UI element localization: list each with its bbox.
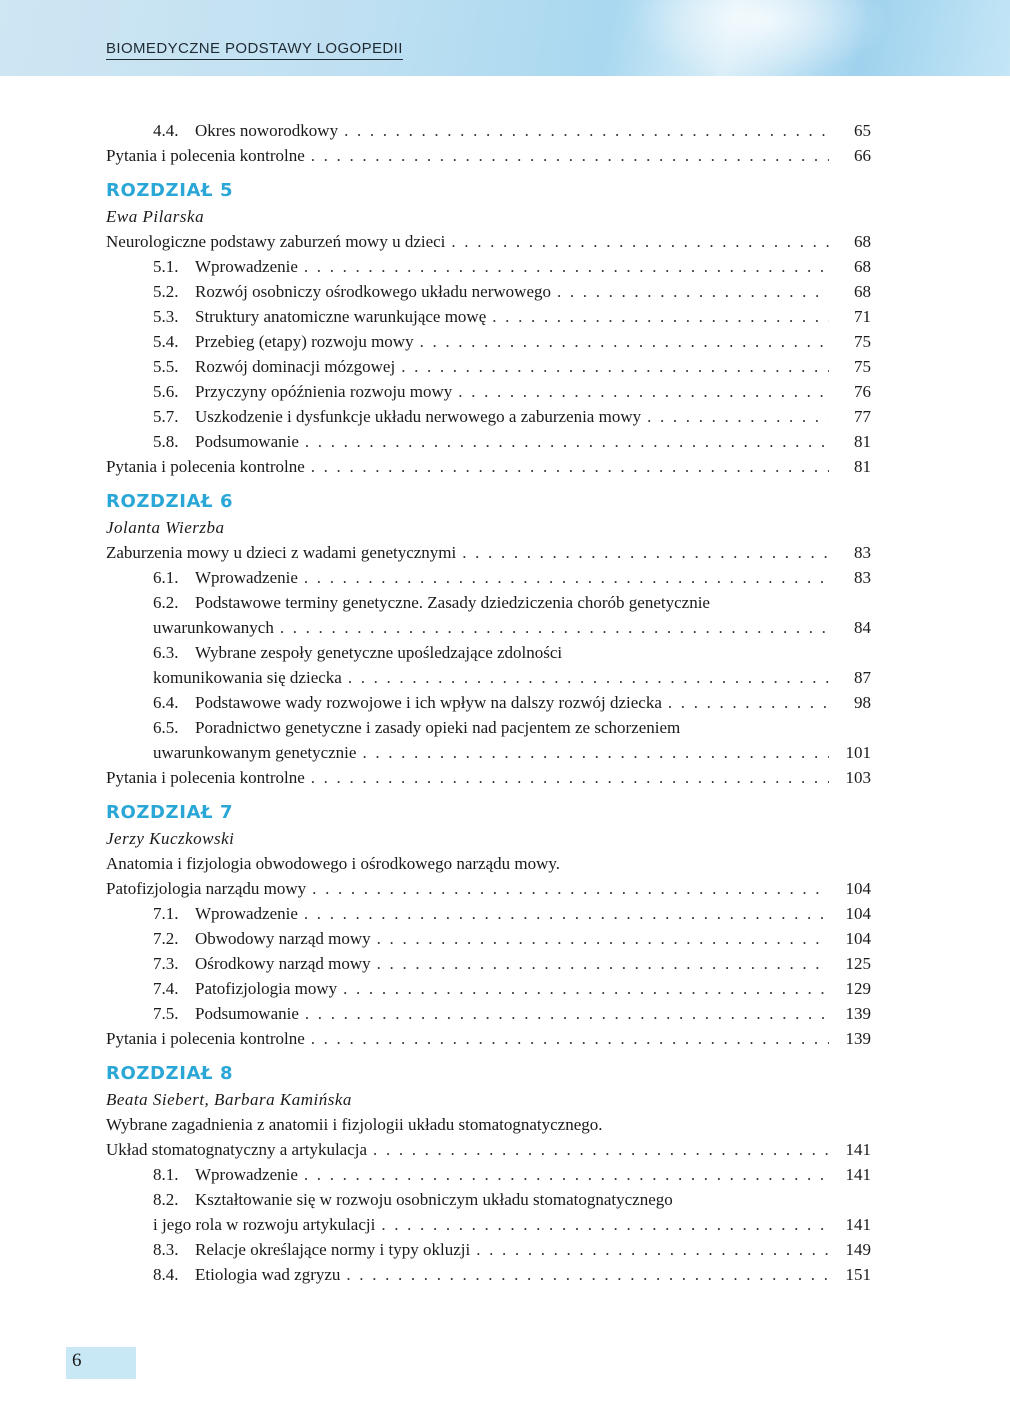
section-number: 5.3.	[153, 307, 179, 326]
dot-leader	[346, 1262, 829, 1287]
header-decoration	[630, 0, 890, 76]
toc-entry[interactable]	[106, 1237, 871, 1262]
page-number: 77	[854, 407, 871, 426]
section-title: Przyczyny opóźnienia rozwoju mowy	[195, 379, 458, 404]
section-title: Wprowadzenie	[195, 1162, 304, 1187]
page-number: 104	[845, 879, 871, 898]
toc-entry[interactable]	[106, 951, 871, 976]
section-title: Pytania i polecenia kontrolne	[106, 765, 311, 790]
section-number: 7.1.	[153, 904, 179, 923]
section-number: 5.7.	[153, 407, 179, 426]
section-number: 5.5.	[153, 357, 179, 376]
dot-leader	[311, 1026, 829, 1051]
chapter-title-entry[interactable]	[106, 1112, 871, 1137]
page-number: 104	[845, 904, 871, 923]
chapter-title-entry[interactable]	[106, 229, 871, 254]
page-number: 141	[845, 1215, 871, 1234]
toc-entry[interactable]	[106, 429, 871, 454]
section-title-continued: uwarunkowanym genetycznie	[153, 740, 362, 765]
section-title: Okres noworodkowy	[195, 118, 344, 143]
dot-leader	[348, 665, 829, 690]
toc-entry[interactable]	[106, 1262, 871, 1287]
chapter-heading: ROZDZIAŁ 6	[106, 491, 234, 512]
toc-entry[interactable]	[106, 926, 871, 951]
page-number: 149	[845, 1240, 871, 1259]
section-number: 6.4.	[153, 693, 179, 712]
page-number: 68	[854, 257, 871, 276]
section-number: 5.1.	[153, 257, 179, 276]
dot-leader	[304, 1162, 829, 1187]
page-number: 66	[854, 146, 871, 165]
page-number: 139	[845, 1029, 871, 1048]
section-number: 7.2.	[153, 929, 179, 948]
section-number: 6.2.	[153, 593, 179, 612]
page-number: 104	[845, 929, 871, 948]
page-number: 141	[845, 1165, 871, 1184]
toc-entry-continuation[interactable]	[106, 665, 871, 690]
toc-entry[interactable]	[106, 976, 871, 1001]
chapter-title-continued: Układ stomatognatyczny a artykulacja	[106, 1137, 373, 1162]
section-title: Ośrodkowy narząd mowy	[195, 951, 377, 976]
page-number: 76	[854, 382, 871, 401]
page-header	[0, 0, 1010, 76]
toc-entry-continuation[interactable]	[106, 740, 871, 765]
toc-entry[interactable]	[106, 118, 871, 143]
section-number: 6.3.	[153, 643, 179, 662]
section-number: 8.4.	[153, 1265, 179, 1284]
dot-leader	[373, 1137, 829, 1162]
chapter-title-continued: Patofizjologia narządu mowy	[106, 876, 312, 901]
section-title: Podstawowe terminy genetyczne. Zasady dziedziczenia chorób genetycznie	[195, 593, 710, 612]
section-number: 5.6.	[153, 382, 179, 401]
section-title: Pytania i polecenia kontrolne	[106, 143, 311, 168]
dot-leader	[305, 1001, 829, 1026]
section-number: 5.8.	[153, 432, 179, 451]
dot-leader	[647, 404, 829, 429]
table-of-contents	[106, 118, 871, 1287]
section-title: Patofizjologia mowy	[195, 976, 343, 1001]
section-number: 8.2.	[153, 1190, 179, 1209]
chapter-author: Beata Siebert, Barbara Kamińska	[106, 1090, 352, 1109]
toc-entry-questions[interactable]	[106, 765, 871, 790]
page-number: 83	[854, 543, 871, 562]
toc-entry[interactable]	[106, 304, 871, 329]
section-title-continued: komunikowania się dziecka	[153, 665, 348, 690]
toc-entry[interactable]	[106, 279, 871, 304]
page-number: 141	[845, 1140, 871, 1159]
section-title: Uszkodzenie i dysfunkcje układu nerwowego a zaburzenia mowy	[195, 404, 647, 429]
chapter-title-entry-continuation[interactable]	[106, 1137, 871, 1162]
chapter-heading: ROZDZIAŁ 7	[106, 802, 234, 823]
toc-entry[interactable]	[106, 354, 871, 379]
toc-entry[interactable]	[106, 715, 871, 740]
chapter-author: Jolanta Wierzba	[106, 518, 225, 537]
page-number: 87	[854, 668, 871, 687]
dot-leader	[280, 615, 829, 640]
section-title: Podsumowanie	[195, 1001, 305, 1026]
chapter-heading: ROZDZIAŁ 5	[106, 180, 234, 201]
section-title: Poradnictwo genetyczne i zasady opieki nad pacjentem ze schorzeniem	[195, 718, 681, 737]
page-number: 151	[845, 1265, 871, 1284]
chapter-title-entry[interactable]	[106, 851, 871, 876]
dot-leader	[401, 354, 829, 379]
section-number: 6.5.	[153, 718, 179, 737]
section-number: 7.4.	[153, 979, 179, 998]
section-title: Etiologia wad zgryzu	[195, 1262, 346, 1287]
section-title: Pytania i polecenia kontrolne	[106, 1026, 311, 1051]
dot-leader	[557, 279, 829, 304]
chapter-title-entry[interactable]	[106, 540, 871, 565]
toc-entry-continuation[interactable]	[106, 615, 871, 640]
section-number: 8.3.	[153, 1240, 179, 1259]
section-title-continued: uwarunkowanych	[153, 615, 280, 640]
toc-entry[interactable]	[106, 1187, 871, 1212]
dot-leader	[377, 926, 829, 951]
toc-entry-questions[interactable]	[106, 1026, 871, 1051]
section-title: Przebieg (etapy) rozwoju mowy	[195, 329, 420, 354]
toc-entry[interactable]	[106, 590, 871, 615]
page-number: 125	[845, 954, 871, 973]
chapter-author: Ewa Pilarska	[106, 207, 205, 226]
section-number: 5.4.	[153, 332, 179, 351]
toc-entry-continuation[interactable]	[106, 1212, 871, 1237]
section-title: Pytania i polecenia kontrolne	[106, 454, 311, 479]
section-title-continued: i jego rola w rozwoju artykulacji	[153, 1212, 381, 1237]
section-title: Wprowadzenie	[195, 565, 304, 590]
dot-leader	[668, 690, 829, 715]
section-number: 6.1.	[153, 568, 179, 587]
page-number: 81	[854, 457, 871, 476]
dot-leader	[305, 429, 829, 454]
dot-leader	[312, 876, 829, 901]
page-number: 71	[854, 307, 871, 326]
page-number: 129	[845, 979, 871, 998]
chapter-title: Wybrane zagadnienia z anatomii i fizjologii układu stomatognatycznego.	[106, 1115, 603, 1134]
section-title: Wprowadzenie	[195, 901, 304, 926]
section-title: Wprowadzenie	[195, 254, 304, 279]
chapter-heading: ROZDZIAŁ 8	[106, 1063, 234, 1084]
chapter-title: Anatomia i fizjologia obwodowego i ośrodkowego narządu mowy.	[106, 854, 561, 873]
chapter-title: Zaburzenia mowy u dzieci z wadami genetycznymi	[106, 540, 462, 565]
page-number: 83	[854, 568, 871, 587]
dot-leader	[451, 229, 829, 254]
section-number: 8.1.	[153, 1165, 179, 1184]
toc-entry[interactable]	[106, 901, 871, 926]
toc-entry-questions[interactable]	[106, 454, 871, 479]
section-number: 7.3.	[153, 954, 179, 973]
section-number: 7.5.	[153, 1004, 179, 1023]
chapter-title-entry-continuation[interactable]	[106, 876, 871, 901]
toc-entry[interactable]	[106, 565, 871, 590]
dot-leader	[343, 976, 829, 1001]
page-number: 68	[854, 232, 871, 251]
dot-leader	[304, 901, 829, 926]
chapter-title: Neurologiczne podstawy zaburzeń mowy u dzieci	[106, 229, 451, 254]
dot-leader	[492, 304, 829, 329]
dot-leader	[304, 565, 829, 590]
footer-page-number: 6	[72, 1350, 82, 1371]
toc-entry[interactable]	[106, 379, 871, 404]
page-number: 139	[845, 1004, 871, 1023]
page-number: 75	[854, 332, 871, 351]
page-number: 103	[845, 768, 871, 787]
section-title: Kształtowanie się w rozwoju osobniczym układu stomatognatycznego	[195, 1190, 673, 1209]
toc-entry[interactable]	[106, 1162, 871, 1187]
page-number: 101	[845, 743, 871, 762]
dot-leader	[311, 765, 829, 790]
toc-entry[interactable]	[106, 329, 871, 354]
dot-leader	[304, 254, 829, 279]
page-number: 84	[854, 618, 871, 637]
page-number: 81	[854, 432, 871, 451]
running-title: BIOMEDYCZNE PODSTAWY LOGOPEDII	[106, 40, 403, 60]
dot-leader	[462, 540, 829, 565]
section-title: Wybrane zespoły genetyczne upośledzające zdolności	[195, 643, 563, 662]
section-title: Rozwój dominacji mózgowej	[195, 354, 401, 379]
toc-entry[interactable]	[106, 640, 871, 665]
section-title: Relacje określające normy i typy okluzji	[195, 1237, 476, 1262]
toc-entry[interactable]	[106, 690, 871, 715]
dot-leader	[458, 379, 829, 404]
toc-entry[interactable]	[106, 254, 871, 279]
section-title: Struktury anatomiczne warunkujące mowę	[195, 304, 492, 329]
section-title: Rozwój osobniczy ośrodkowego układu nerwowego	[195, 279, 557, 304]
dot-leader	[311, 143, 829, 168]
dot-leader	[344, 118, 829, 143]
section-number: 5.2.	[153, 282, 179, 301]
page-number: 68	[854, 282, 871, 301]
page-number: 98	[854, 693, 871, 712]
toc-entry[interactable]	[106, 1001, 871, 1026]
dot-leader	[381, 1212, 829, 1237]
section-title: Podsumowanie	[195, 429, 305, 454]
toc-entry-questions[interactable]	[106, 143, 871, 168]
dot-leader	[377, 951, 829, 976]
dot-leader	[476, 1237, 829, 1262]
page-number: 65	[854, 121, 871, 140]
dot-leader	[420, 329, 829, 354]
section-number: 4.4.	[153, 121, 179, 140]
page-number: 75	[854, 357, 871, 376]
toc-entry[interactable]	[106, 404, 871, 429]
chapter-author: Jerzy Kuczkowski	[106, 829, 235, 848]
dot-leader	[362, 740, 829, 765]
section-title: Podstawowe wady rozwojowe i ich wpływ na dalszy rozwój dziecka	[195, 690, 668, 715]
dot-leader	[311, 454, 829, 479]
section-title: Obwodowy narząd mowy	[195, 926, 377, 951]
